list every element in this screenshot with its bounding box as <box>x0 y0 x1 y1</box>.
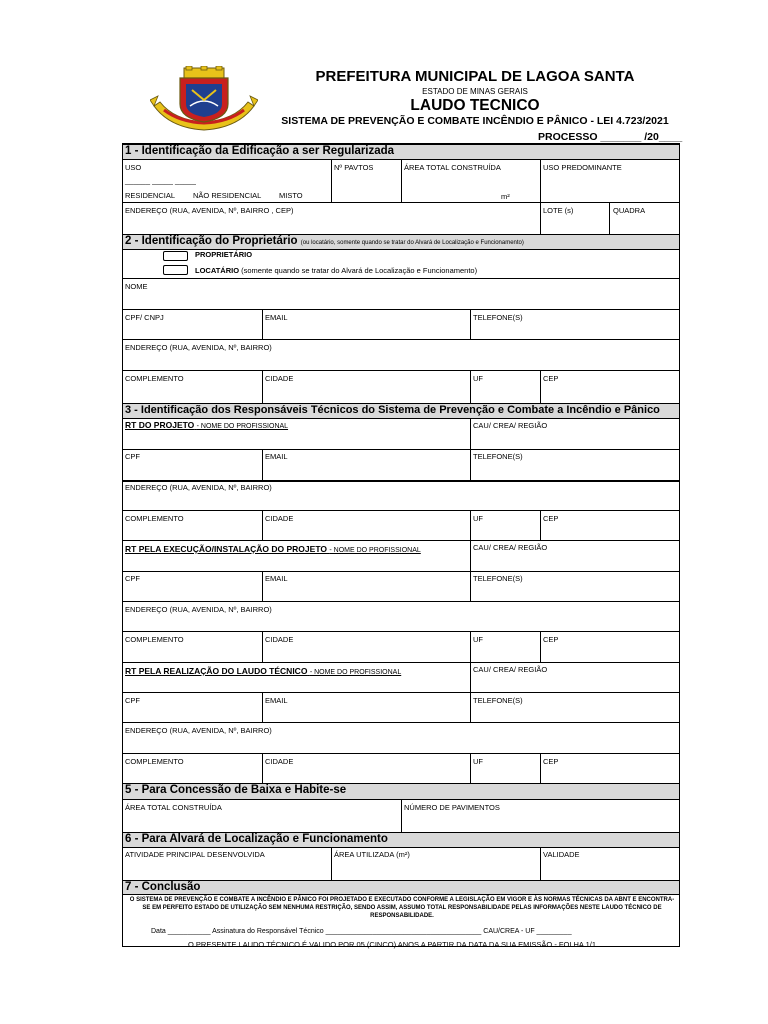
execucao-email-label: EMAIL <box>265 574 288 583</box>
execucao-uf-label: UF <box>473 635 483 644</box>
rt-execucao-heading: RT PELA EXECUÇÃO/INSTALAÇÃO DO PROJETO - NOME DO PROFISSIONAL <box>125 544 421 554</box>
laudo-cau-crea-label: CAU/ CREA/ REGIÃO <box>473 665 548 674</box>
rt-uf-label: UF <box>473 514 483 523</box>
signature-line[interactable]: Data ___________ Assinatura do Responsável Técnico ________________________________________ CAU/CREA - UF _________ <box>151 928 572 935</box>
residencial-option[interactable]: RESIDENCIAL <box>125 191 176 200</box>
coat-of-arms-seal <box>150 66 258 134</box>
rt-complemento-label: COMPLEMENTO <box>125 514 184 523</box>
execucao-telefone-label: TELEFONE(S) <box>473 574 523 583</box>
laudo-telefone-label: TELEFONE(S) <box>473 696 523 705</box>
execucao-cep-label: CEP <box>543 635 559 644</box>
m2-unit: m² <box>501 192 510 201</box>
laudo-email-label: EMAIL <box>265 696 288 705</box>
rt-telefone-label: TELEFONE(S) <box>473 452 523 461</box>
rt-cep-label: CEP <box>543 514 559 523</box>
section-5-title: 5 - Para Concessão de Baixa e Habite-se <box>123 783 679 800</box>
telefone-label: TELEFONE(S) <box>473 313 523 322</box>
nome-label: NOME <box>125 282 148 291</box>
area-utilizada-label: ÁREA UTILIZADA (m²) <box>334 850 410 859</box>
cpf-cnpj-label: CPF/ CNPJ <box>125 313 164 322</box>
section-6-title: 6 - Para Alvará de Localização e Funcionamento <box>123 832 679 848</box>
section-2-title: 2 - Identificação do Proprietário (ou locatário, somente quando se tratar do Alvará de Localização e Funcionamento) <box>123 234 679 250</box>
execucao-cpf-label: CPF <box>125 574 140 583</box>
complemento-label: COMPLEMENTO <box>125 374 184 383</box>
section-3-title: 3 - Identificação dos Responsáveis Técnicos do Sistema de Prevenção e Combate a Incêndio e Pânico <box>123 403 679 419</box>
area-total-label: ÁREA TOTAL CONSTRUÍDA <box>404 163 501 172</box>
atividade-label: ATIVIDADE PRINCIPAL DESENVOLVIDA <box>125 850 265 859</box>
rt-cpf-label: CPF <box>125 452 140 461</box>
cep-label: CEP <box>543 374 559 383</box>
rt-projeto-heading: RT DO PROJETO - NOME DO PROFISSIONAL <box>125 420 289 430</box>
validity-footer: O PRESENTE LAUDO TÉCNICO É VALIDO POR 05 (CINCO) ANOS A PARTIR DA DATA DA SUA EMISSÃO - FOLHA 1/1 <box>188 940 597 949</box>
endereco-label: ENDEREÇO (RUA, AVENIDA, Nº, BAIRRO) <box>125 343 272 352</box>
process-number: PROCESSO _______ /20____ <box>538 131 683 143</box>
document-title: LAUDO TECNICO <box>410 97 540 114</box>
pavtos-label: Nº PAVTOS <box>334 163 374 172</box>
execucao-complemento-label: COMPLEMENTO <box>125 635 184 644</box>
uf-label: UF <box>473 374 483 383</box>
baixa-area-label: ÁREA TOTAL CONSTRUÍDA <box>125 803 222 812</box>
execucao-cau-crea-label: CAU/ CREA/ REGIÃO <box>473 543 548 552</box>
laudo-cpf-label: CPF <box>125 696 140 705</box>
locatario-label: LOCATÁRIO (somente quando se tratar do Alvará de Localização e Funcionamento) <box>195 266 478 275</box>
misto-option[interactable]: MISTO <box>279 191 303 200</box>
rt-cidade-label: CIDADE <box>265 514 294 523</box>
nao-residencial-option[interactable]: NÃO RESIDENCIAL <box>193 191 262 200</box>
laudo-endereco-label: ENDEREÇO (RUA, AVENIDA, Nº, BAIRRO) <box>125 726 272 735</box>
proprietario-label: PROPRIETÁRIO <box>195 250 253 259</box>
laudo-uf-label: UF <box>473 757 483 766</box>
proprietario-checkbox[interactable] <box>163 251 188 261</box>
locatario-checkbox[interactable] <box>163 265 188 275</box>
section-1-title: 1 - Identificação da Edificação a ser Regularizada <box>123 144 679 160</box>
conclusion-text: O SISTEMA DE PREVENÇÃO E COMBATE A INCÊNDIO E PÂNICO FOI PROJETADO E EXECUTADO CONFORME A LEGISLAÇÃO EM VIGOR E ÀS NORMAS TÉCNICAS DA ABNT E ENCONTRA-SE EM PERFEITO ESTADO DE UTILIZAÇÃO SEM NENHUMA RESTRIÇÃO, SENDO ASSIM, ASSUMO TOTAL RESPONSABILIDADE PELAS INFORMAÇÕES NESTE LAUDO TÉCNICO DE RESPONSABILIDADE. <box>129 897 675 919</box>
rt-laudo-heading: RT PELA REALIZAÇÃO DO LAUDO TÉCNICO - NOME DO PROFISSIONAL <box>125 666 402 676</box>
uso-label: USO <box>125 163 142 172</box>
quadra-label: QUADRA <box>613 206 646 215</box>
numero-pavimentos-label: NÚMERO DE PAVIMENTOS <box>404 803 500 812</box>
municipality-title: PREFEITURA MUNICIPAL DE LAGOA SANTA <box>315 68 635 85</box>
cidade-label: CIDADE <box>265 374 294 383</box>
report-form <box>122 143 680 947</box>
laudo-cidade-label: CIDADE <box>265 757 294 766</box>
state-subtitle: ESTADO DE MINAS GERAIS <box>422 87 528 96</box>
validade-label: VALIDADE <box>543 850 580 859</box>
execucao-endereco-label: ENDEREÇO (RUA, AVENIDA, Nº, BAIRRO) <box>125 605 272 614</box>
section-7-title: 7 - Conclusão <box>123 880 679 895</box>
email-label: EMAIL <box>265 313 288 322</box>
lote-label: LOTE (s) <box>543 206 574 215</box>
execucao-cidade-label: CIDADE <box>265 635 294 644</box>
uso-predominante-label: USO PREDOMINANTE <box>543 163 622 172</box>
rt-endereco-label: ENDEREÇO (RUA, AVENIDA, Nº, BAIRRO) <box>125 483 272 492</box>
uso-blanks: ______ _____ _____ <box>125 176 196 185</box>
cau-crea-label: CAU/ CREA/ REGIÃO <box>473 421 548 430</box>
endereco-cep-label: ENDEREÇO (RUA, AVENIDA, Nº, BAIRRO , CEP) <box>125 206 294 215</box>
laudo-cep-label: CEP <box>543 757 559 766</box>
laudo-complemento-label: COMPLEMENTO <box>125 757 184 766</box>
system-law-line: SISTEMA DE PREVENÇÃO E COMBATE INCÊNDIO E PÂNICO - LEI 4.723/2021 <box>281 115 669 127</box>
rt-email-label: EMAIL <box>265 452 288 461</box>
